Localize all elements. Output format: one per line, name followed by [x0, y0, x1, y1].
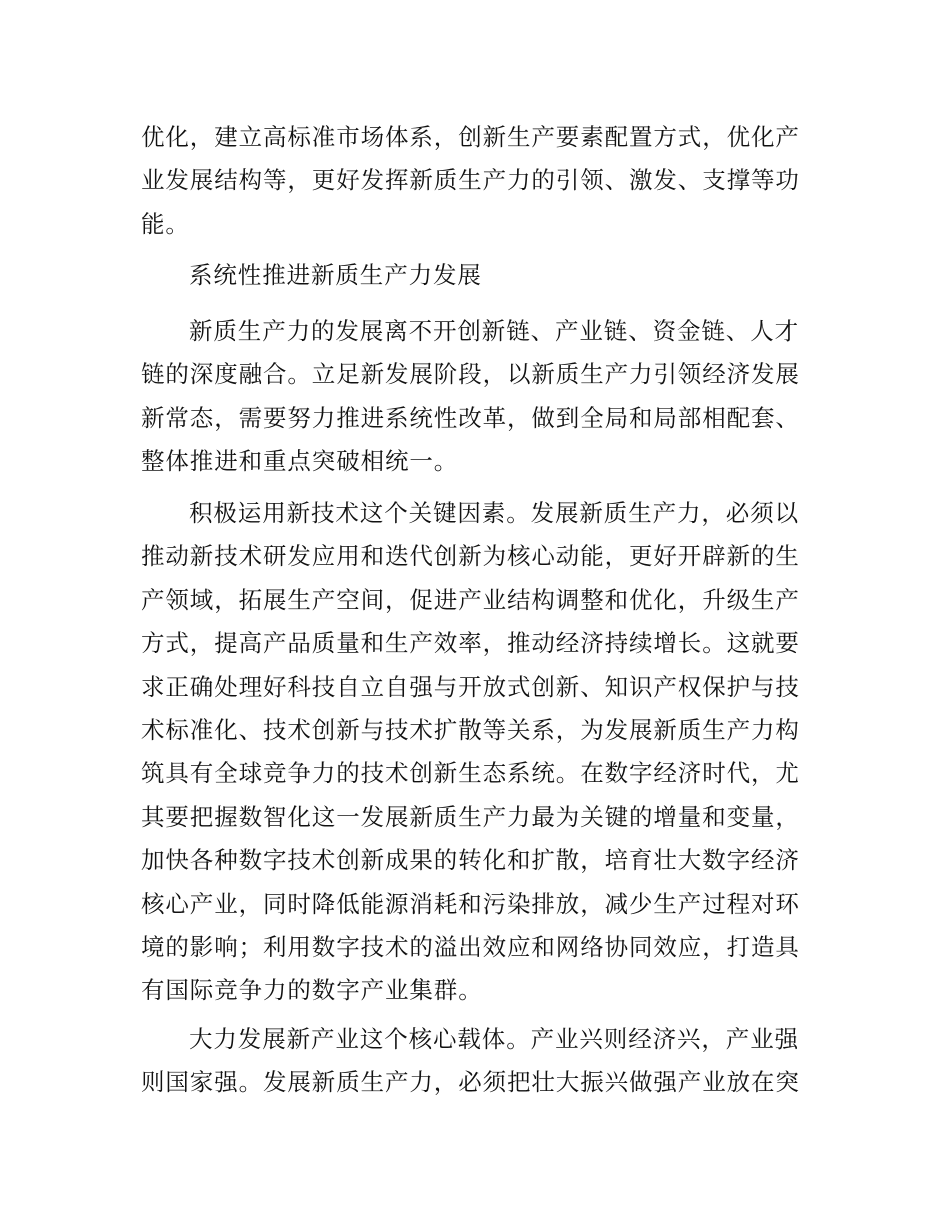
paragraph-integration — [141, 310, 811, 484]
paragraph-line: 积极运用新技术这个关键因素。发展新质生产力，必须以 — [189, 499, 799, 527]
paragraph-line: 优化，建立高标准市场体系，创新生产要素配置方式，优化产 — [141, 123, 800, 151]
paragraph-line: 推动新技术研发应用和迭代创新为核心动能，更好开辟新的生 — [141, 542, 800, 571]
paragraph-line: 加快各种数字技术创新成果的转化和扩散，培育壮大数字经济 — [141, 846, 800, 875]
paragraph-line: 核心产业，同时降低能源消耗和污染排放，减少生产过程对环 — [141, 889, 800, 918]
paragraph-line: 业发展结构等，更好发挥新质生产力的引领、激发、支撑等功 — [141, 166, 800, 195]
paragraph-line: 其要把握数智化这一发展新质生产力最为关键的增量和变量， — [141, 802, 800, 831]
paragraph-line: 大力发展新产业这个核心载体。产业兴则经济兴，产业强 — [189, 1025, 799, 1053]
paragraph-line: 新质生产力的发展离不开创新链、产业链、资金链、人才 — [189, 317, 799, 345]
paragraph-line: 则国家强。发展新质生产力，必须把壮大振兴做强产业放在突 — [141, 1068, 800, 1097]
paragraph-optimization — [141, 116, 811, 246]
paragraph-new-industry — [141, 1018, 811, 1105]
paragraph-line: 境的影响；利用数字技术的溢出效应和网络协同效应，打造具 — [141, 932, 800, 961]
paragraph-line: 有国际竞争力的数字产业集群。 — [141, 976, 483, 1005]
paragraph-line: 链的深度融合。立足新发展阶段，以新质生产力引领经济发展 — [141, 360, 800, 389]
paragraph-line: 方式，提高产品质量和生产效率，推动经济持续增长。这就要 — [141, 629, 800, 658]
paragraph-line: 新常态，需要努力推进系统性改革，做到全局和局部相配套、 — [141, 403, 800, 432]
section-heading-text: 系统性推进新质生产力发展 — [189, 261, 482, 289]
paragraph-new-technology — [141, 492, 811, 1013]
paragraph-line: 术标准化、技术创新与技术扩散等关系，为发展新质生产力构 — [141, 715, 800, 744]
paragraph-line: 能。 — [141, 209, 190, 238]
paragraph-line: 整体推进和重点突破相统一。 — [141, 447, 459, 476]
paragraph-line: 产领域，拓展生产空间，促进产业结构调整和优化，升级生产 — [141, 585, 800, 614]
paragraph-line: 筑具有全球竞争力的技术创新生态系统。在数字经济时代，尤 — [141, 759, 800, 788]
paragraph-line: 求正确处理好科技自立自强与开放式创新、知识产权保护与技 — [141, 672, 800, 701]
section-heading — [141, 254, 811, 297]
